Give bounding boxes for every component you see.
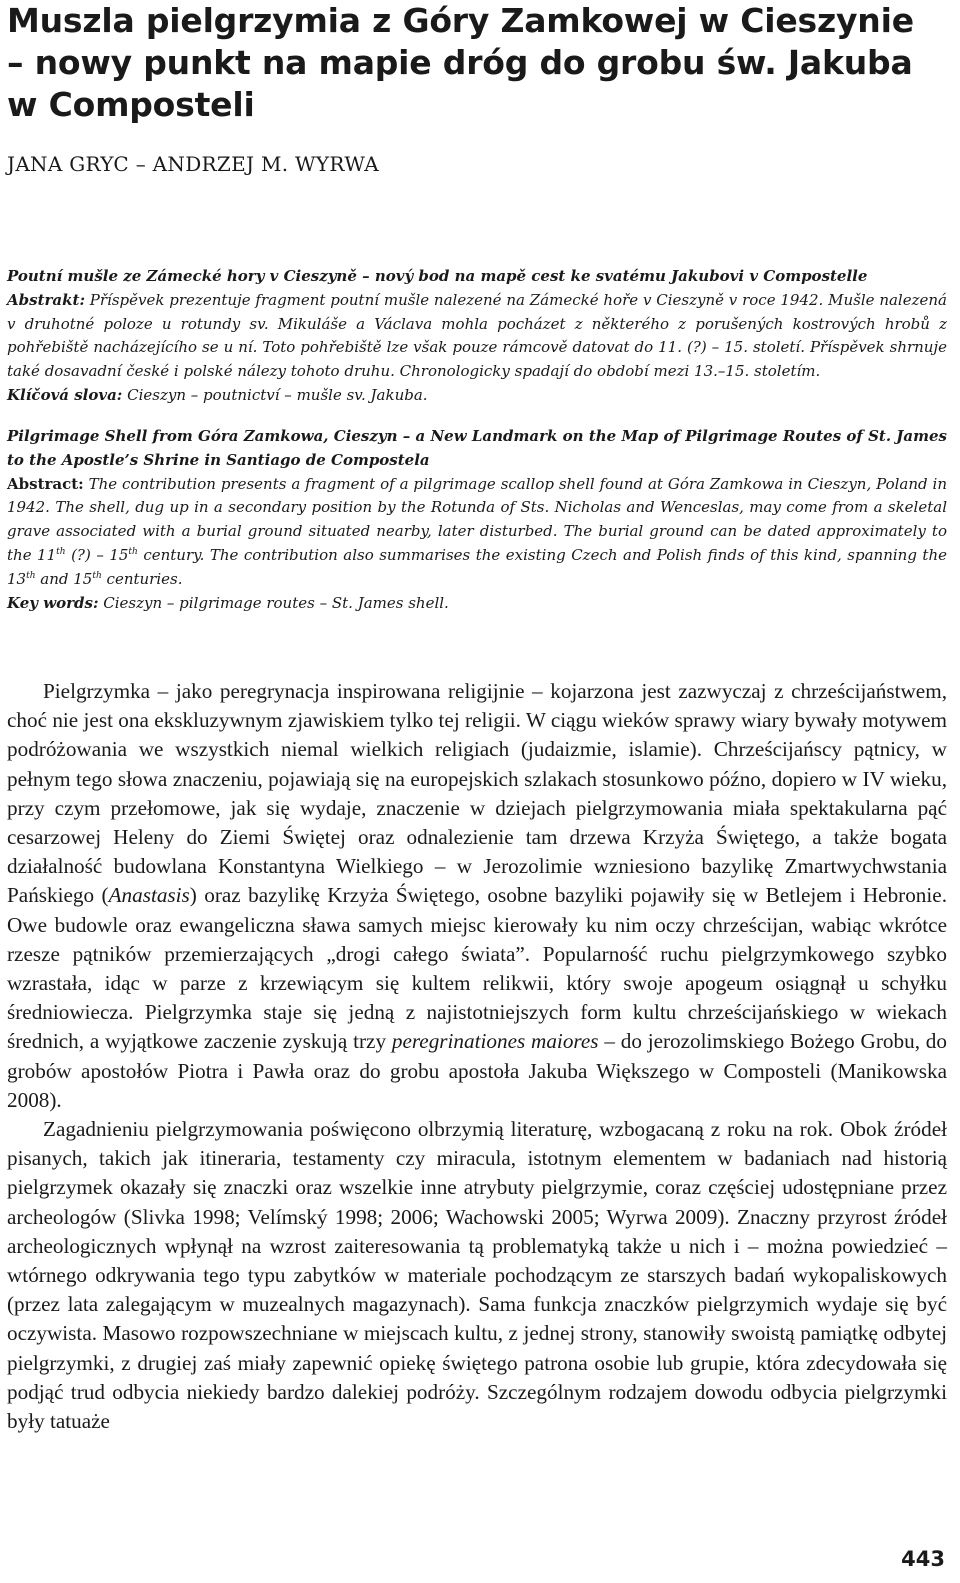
czech-abstract-title: Poutní mušle ze Zámecké hory v Cieszyně – nový bod na mapě cest ke svatému Jakubovi v Compostelle (7, 267, 868, 285)
english-abstract-title: Pilgrimage Shell from Góra Zamkowa, Cieszyn – a New Landmark on the Map of Pilgrimage Routes of St. James to the Apostle’s Shrine in Santiago de Compostela (7, 427, 947, 469)
article-title: Muszla pielgrzymia z Góry Zamkowej w Cieszynie – nowy punkt na mapie dróg do grobu św. Jakuba w Composteli (7, 1, 914, 124)
body-paragraph-1: Pielgrzymka – jako peregrynacja inspirowana religijnie – kojarzona jest zazwyczaj z chrześcijaństwem, choć nie jest ona ekskluzywnym zjawiskiem tylko tej religii. W ciągu wieków sprawy wiary bywały motywem podróżowania we wszystkich niemal wielkich religiach (judaizmie, islamie). Chrześcijańscy pątnicy, w pełnym tego słowa znaczeniu, pojawiają się na europejskich szlakach stosunkowo późno, dopiero w IV wieku, przy czym przełomowe, jak się wydaje, znaczenie w dziejach pielgrzymowania miała spektakularna pąć cesarzowej Heleny do Ziemi Świętej oraz odnalezienie tam drzewa Krzyża Świętego, a także bogata działalność budowlana Konstantyna Wielkiego – w Jerozolimie wzniesiono bazylikę Zmartwychwstania Pańskiego (Anastasis) oraz bazylikę Krzyża Świętego, osobne bazyliki pojawiły się w Betlejem i Hebronie. Owe budowle oraz ewangeliczna sława samych miejsc kierowały ku nim oczy chrześcijan, wabiąc wkrótce rzesze pątników przemierzających „drogi całego świata”. Popularność ruchu pielgrzymkowego szybko wzrastała, idąc w parze z krzewiącym się kultem relikwii, który swoje apogeum osiągnął u schyłku średniowiecza. Pielgrzymka staje się jedną z najistotniejszych form kultu chrześcijańskiego w wiekach średnich, a wyjątkowe zaczenie zyskują trzy peregrinationes maiores – do jerozolimskiego Bożego Grobu, do grobów apostołów Piotra i Pawła oraz do grobu apostoła Jakuba Większego w Composteli (Manikowska 2008). (7, 679, 947, 1112)
page-number: 443 (901, 1547, 945, 1571)
czech-abstract-text: Příspěvek prezentuje fragment poutní mušle nalezené na Zámecké hoře v Cieszyně v roce 1942. Mušle nalezená v druhotné poloze u rotundy sv. Mikuláše a Václava mohla pocházet z některého z porušených kostrových hrobů z pohřebiště nacházejícího se u ní. Toto pohřebiště lze však pouze rámcově datovat do 11. (?) – 15. století. Příspěvek shrnuje také dosavadní české i polské nálezy tohoto druhu. Chronologicky spadají do období mezi 13.–15. stoletím. (7, 290, 947, 381)
english-keywords (7, 592, 947, 616)
english-abstract-label: Abstract: (7, 474, 84, 493)
czech-keywords-label: Klíčová slova: (7, 385, 123, 404)
english-keywords-text: Cieszyn – pilgrimage routes – St. James shell. (98, 593, 449, 612)
english-abstract-text: The contribution presents a fragment of a pilgrimage scallop shell found at Góra Zamkowa in Cieszyn, Poland in 1942. The shell, dug up in a secondary position by the Rotunda of Sts. Nicholas and Wenceslas, may come from a skeletal grave associated with a burial ground situated nearby, later disturbed. The burial ground can be dated approximately to the 11th (?) – 15th century. The contribution also summarises the existing Czech and Polish finds of this kind, spanning the 13th and 15th centuries. (7, 474, 947, 588)
article-authors: JANA GRYC – ANDRZEJ M. WYRWA (7, 152, 379, 176)
czech-keywords-text: Cieszyn – poutnictví – mušle sv. Jakuba. (122, 385, 428, 404)
english-abstract-body (7, 473, 947, 592)
article-body (7, 677, 947, 1436)
czech-abstract-body (7, 289, 947, 384)
czech-abstract-label: Abstrakt: (7, 290, 85, 309)
body-paragraph-2: Zagadnieniu pielgrzymowania poświęcono olbrzymią literaturę, wzbogacaną z roku na rok. Obok źródeł pisanych, takich jak itineraria, testamenty czy miracula, istotnym elementem w badaniach nad historią pielgrzymek okazały się znaczki oraz wszelkie inne atrybuty pielgrzymie, coraz częściej udostępniane przez archeologów (Slivka 1998; Velímský 1998; 2006; Wachowski 2005; Wyrwa 2009). Znaczny przyrost źródeł archeologicznych wpłynął na wzrost zaiteresowania tą problematyką także u nich i – można powiedzieć – wtórnego odkrywania tego typu zabytków w materiale pochodzącym ze starszych badań wykopaliskowych (przez lata zalegającym w muzealnych magazynach). Sama funkcja znaczków pielgrzymich wydaje się być oczywista. Masowo rozpowszechniane w miejscach kultu, z jednej strony, stanowiły swoistą pamiątkę odbytej pielgrzymki, z drugiej zaś miały zapewnić opiekę świętego patrona osobie lub grupie, która zdecydowała się podjąć trud odbycia niekiedy bardzo dalekiej podróży. Szczególnym rodzajem dowodu odbycia pielgrzymki były tatuaże (7, 1117, 947, 1434)
english-keywords-label: Key words: (7, 593, 99, 612)
czech-abstract (7, 265, 947, 408)
english-abstract (7, 425, 947, 615)
czech-keywords (7, 384, 947, 408)
